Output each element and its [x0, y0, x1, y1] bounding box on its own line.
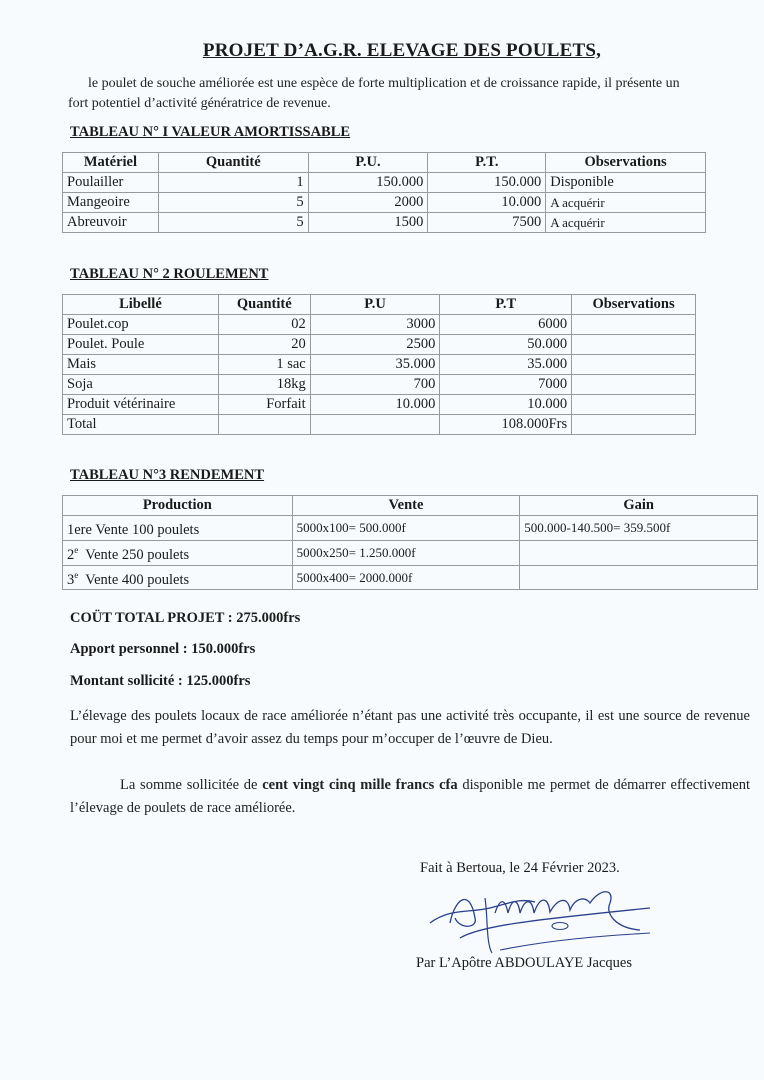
table-row [63, 213, 706, 233]
table-row [63, 315, 696, 335]
cell-observations [572, 315, 696, 335]
cell-materiel: Abreuvoir [63, 213, 159, 233]
cell-libelle: Mais [63, 355, 219, 375]
cell-pt: 7500 [428, 213, 546, 233]
header-quantite: Quantité [158, 153, 308, 173]
cell-pt: 10.000 [440, 395, 572, 415]
table-roulement [62, 294, 696, 435]
table-row [63, 565, 758, 590]
header-pu: P.U [310, 295, 440, 315]
cell-pt: 35.000 [440, 355, 572, 375]
table-row [63, 193, 706, 213]
cell-pu: 10.000 [310, 395, 440, 415]
total-cost: COÜT TOTAL PROJET : 275.000frs [70, 610, 301, 626]
cell-pu: 150.000 [308, 173, 428, 193]
cell-pu: 3000 [310, 315, 440, 335]
cell-observations [572, 415, 696, 435]
table-row [63, 355, 696, 375]
cell-observations [572, 355, 696, 375]
table-row [63, 375, 696, 395]
header-pt: P.T [440, 295, 572, 315]
cell-quantite: 5 [158, 213, 308, 233]
intro-line-2: fort potentiel d’activité génératrice de revenue. [68, 96, 331, 111]
cell-libelle: Produit vétérinaire [63, 395, 219, 415]
request-text-start: La somme sollicitée de [120, 777, 263, 793]
cell-observations [572, 335, 696, 355]
request-amount-words: cent vingt cinq mille francs cfa [262, 777, 458, 793]
cell-observations [572, 375, 696, 395]
cell-pu: 2000 [308, 193, 428, 213]
cell-quantite: 1 sac [218, 355, 310, 375]
table-row [63, 173, 706, 193]
table-row [63, 516, 758, 541]
signatory-name: Par L’Apôtre ABDOULAYE Jacques [416, 955, 632, 971]
cell-quantite: 02 [218, 315, 310, 335]
sale-number: 3 [67, 571, 75, 588]
signature-stroke [500, 933, 650, 950]
cell-libelle: Poulet. Poule [63, 335, 219, 355]
cell-pt: 7000 [440, 375, 572, 395]
cell-quantite [218, 415, 310, 435]
paragraph-purpose: L’élevage des poulets locaux de race améliorée n’étant pas une activité très occupante, il est une source de revenue pour moi et me permet d’avoir assez du temps pour m’occuper de l’œuvre de Dieu. [70, 708, 750, 747]
table2-title: TABLEAU N° 2 ROULEMENT [70, 266, 269, 282]
cell-observations: A acquérir [546, 213, 706, 233]
table-rendement [62, 495, 758, 590]
cell-pu: 1500 [308, 213, 428, 233]
sale-label: Vente 100 poulets [91, 521, 200, 538]
cell-production [63, 540, 293, 565]
cell-vente: 5000x100= 500.000f [292, 516, 520, 541]
cell-quantite: 20 [218, 335, 310, 355]
sale-number-suffix: e [74, 569, 79, 580]
cell-materiel: Poulailler [63, 173, 159, 193]
cell-libelle: Total [63, 415, 219, 435]
table-row [63, 395, 696, 415]
signature-stroke [430, 892, 650, 938]
signature-stroke [485, 898, 492, 953]
intro-line-1: le poulet de souche améliorée est une espèce de forte multiplication et de croissance rapide, il présente un [88, 76, 680, 91]
cell-quantite: 18kg [218, 375, 310, 395]
request-text-end: disponible me permet de démarrer effectivement l’élevage de poulets de race améliorée. [70, 777, 750, 816]
cell-gain [520, 565, 758, 590]
intro-paragraph [68, 74, 758, 114]
cell-quantite: 1 [158, 173, 308, 193]
cell-observations: Disponible [546, 173, 706, 193]
header-materiel: Matériel [63, 153, 159, 173]
signature-stroke [552, 923, 568, 930]
table-header-row [63, 153, 706, 173]
cell-production [63, 516, 293, 541]
header-vente: Vente [292, 496, 520, 516]
header-gain: Gain [520, 496, 758, 516]
header-observations: Observations [546, 153, 706, 173]
header-pu: P.U. [308, 153, 428, 173]
cell-libelle: Poulet.cop [63, 315, 219, 335]
cell-pt: 50.000 [440, 335, 572, 355]
sale-number: 2 [67, 546, 75, 563]
cell-vente: 5000x250= 1.250.000f [292, 540, 520, 565]
requested-amount: Montant sollicité : 125.000frs [70, 673, 251, 689]
cell-pt: 150.000 [428, 173, 546, 193]
table-row [63, 540, 758, 565]
cell-pu: 35.000 [310, 355, 440, 375]
cell-observations: A acquérir [546, 193, 706, 213]
cell-observations [572, 395, 696, 415]
table-valeur-amortissable [62, 152, 706, 233]
cell-gain: 500.000-140.500= 359.500f [520, 516, 758, 541]
header-production: Production [63, 496, 293, 516]
cell-quantite: Forfait [218, 395, 310, 415]
header-observations: Observations [572, 295, 696, 315]
cell-libelle: Soja [63, 375, 219, 395]
table-header-row [63, 496, 758, 516]
cell-pu: 2500 [310, 335, 440, 355]
table-header-row [63, 295, 696, 315]
header-libelle: Libellé [63, 295, 219, 315]
table-total-row [63, 415, 696, 435]
sale-label: Vente 250 poulets [78, 546, 190, 563]
table1-title: TABLEAU N° I VALEUR AMORTISSABLE [70, 124, 351, 140]
cell-pu: 700 [310, 375, 440, 395]
document-title: PROJET D’A.G.R. ELEVAGE DES POULETS, [202, 40, 602, 61]
cell-materiel: Mangeoire [63, 193, 159, 213]
cell-quantite: 5 [158, 193, 308, 213]
table-row [63, 335, 696, 355]
header-pt: P.T. [428, 153, 546, 173]
table3-title: TABLEAU N°3 RENDEMENT [70, 467, 265, 483]
sale-label: Vente 400 poulets [78, 571, 190, 588]
sale-number: 1ere [67, 521, 92, 538]
header-quantite: Quantité [218, 295, 310, 315]
cell-pu [310, 415, 440, 435]
cell-pt-total: 108.000Frs [440, 415, 572, 435]
sale-number-suffix: e [74, 544, 79, 555]
cell-pt: 10.000 [428, 193, 546, 213]
cell-production [63, 565, 293, 590]
cell-pt: 6000 [440, 315, 572, 335]
cell-vente: 5000x400= 2000.000f [292, 565, 520, 590]
place-and-date: Fait à Bertoua, le 24 Février 2023. [420, 860, 620, 876]
paragraph-request [70, 774, 750, 820]
signature-icon [400, 868, 700, 958]
cell-gain [520, 540, 758, 565]
personal-contribution: Apport personnel : 150.000frs [70, 641, 256, 657]
